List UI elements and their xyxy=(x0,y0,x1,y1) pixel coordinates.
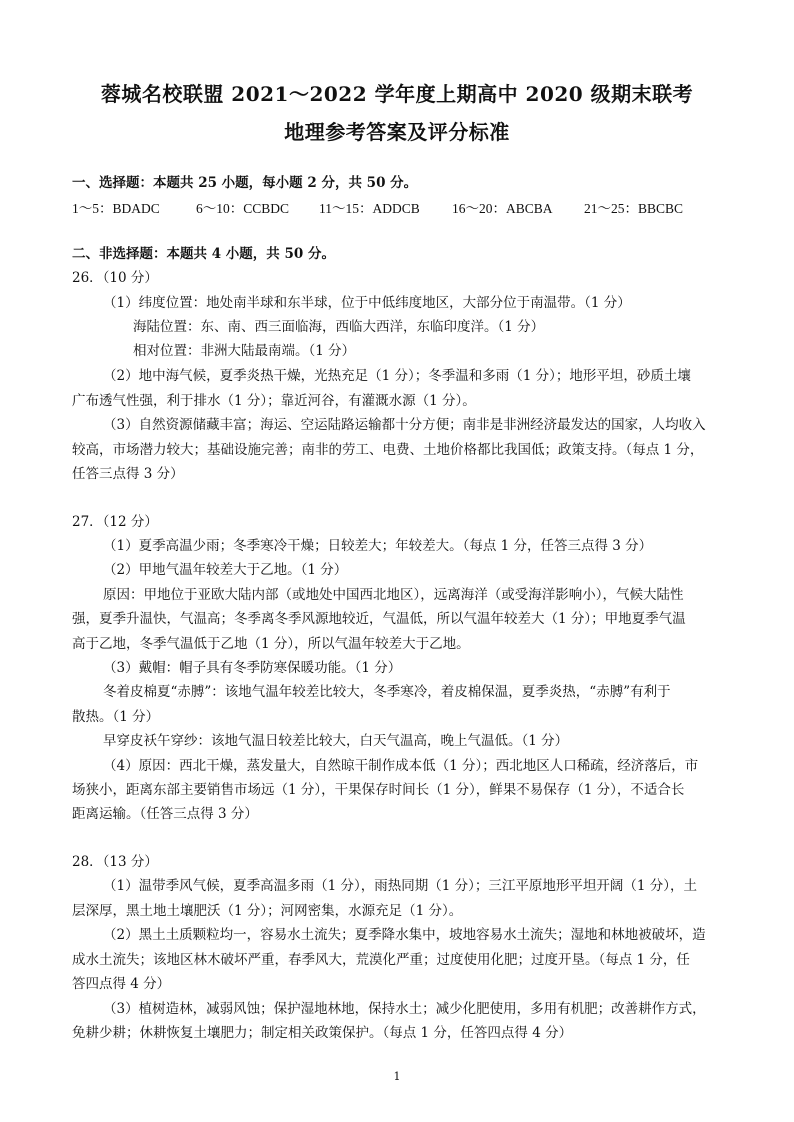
q26-line: （3）自然资源储藏丰富；海运、空运陆路运输都十分方便；南非是非洲经济最发达的国家，人均收入 xyxy=(103,417,706,433)
q27-line: 强，夏季升温快，气温高；冬季离冬季风源地较近，气温低，所以气温年较差大（1 分）；甲地夏季气温 xyxy=(72,611,686,627)
q27-line: 散热。（1 分） xyxy=(72,709,160,725)
q28-line: （3）植树造林，减弱风蚀；保护湿地林地，保持水土；减少化肥使用，多用有机肥；改善耕作方式， xyxy=(103,1001,706,1017)
choice-answer-group: 21～25：BBCBC xyxy=(584,201,684,216)
q26-line: 相对位置：非洲大陆最南端。（1 分） xyxy=(133,343,356,359)
q27-line: （2）甲地气温年较差大于乙地。（1 分） xyxy=(103,562,348,578)
section-2-heading: 二、非选择题：本题共 4 小题，共 50 分。 xyxy=(72,246,335,262)
choice-answer-group: 1～5：BDADC xyxy=(72,201,160,216)
page-number: 1 xyxy=(393,1070,401,1083)
exam-subtitle: 地理参考答案及评分标准 xyxy=(284,120,510,144)
exam-title: 蓉城名校联盟 2021～2022 学年度上期高中 2020 级期末联考 xyxy=(100,82,694,106)
q26-line: 海陆位置：东、南、西三面临海，西临大西洋，东临印度洋。（1 分） xyxy=(133,319,545,335)
choice-answers-row xyxy=(72,196,732,221)
q26-line: 任答三点得 3 分） xyxy=(72,466,184,482)
q27-line: 场狭小，距离东部主要销售市场远（1 分），干果保存时间长（1 分），鲜果不易保存（1 分），不适合长 xyxy=(72,782,685,798)
q27-line: （1）夏季高温少雨；冬季寒冷干燥；日较差大；年较差大。（每点 1 分，任答三点得 3 分） xyxy=(103,538,653,554)
q26-line: 广布透气性强，利于排水（1 分）；靠近河谷，有灌溉水源（1 分）。 xyxy=(72,393,476,409)
q28-heading: 28．（13 分） xyxy=(72,854,158,870)
q28-line: 成水土流失；该地区林木破坏严重，春季风大，荒漠化严重；过度使用化肥；过度开垦。（每点 1 分，任 xyxy=(72,952,690,968)
q27-line: （3）戴帽：帽子具有冬季防寒保暖功能。（1 分） xyxy=(103,660,402,676)
q27-heading: 27．（12 分） xyxy=(72,514,158,530)
q28-line: 免耕少耕；休耕恢复土壤肥力；制定相关政策保护。（每点 1 分，任答四点得 4 分） xyxy=(72,1025,573,1041)
q27-line: 早穿皮袄午穿纱：该地气温日较差比较大，白天气温高，晚上气温低。（1 分） xyxy=(103,733,569,749)
choice-answer-group: 6～10：CCBDC xyxy=(196,201,290,216)
q28-line: 层深厚，黑土地土壤肥沃（1 分）；河网密集，水源充足（1 分）。 xyxy=(72,903,463,919)
choice-answer-group: 11～15：ADDCB xyxy=(319,201,420,216)
q26-line: （2）地中海气候，夏季炎热干燥，光热充足（1 分）；冬季温和多雨（1 分）；地形平坦，砂质土壤 xyxy=(103,368,691,384)
q28-line: 答四点得 4 分） xyxy=(72,976,171,992)
q27-line: 距离运输。（任答三点得 3 分） xyxy=(72,806,258,822)
q26-line: 较高，市场潜力较大；基础设施完善；南非的劳工、电费、土地价格都比我国低；政策支持。（每点 1 分， xyxy=(72,442,704,458)
q26-heading: 26．（10 分） xyxy=(72,270,158,286)
q27-line: 原因：甲地位于亚欧大陆内部（或地处中国西北地区），远离海洋（或受海洋影响小），气候大陆性 xyxy=(103,587,684,603)
q27-line: 高于乙地，冬季气温低于乙地（1 分），所以气温年较差大于乙地。 xyxy=(72,636,470,652)
q26-line: （1）纬度位置：地处南半球和东半球，位于中低纬度地区，大部分位于南温带。（1 分） xyxy=(103,295,631,311)
q27-line: 冬着皮棉夏“赤膊”：该地气温年较差比较大，冬季寒冷，着皮棉保温，夏季炎热，“赤膊”有利于 xyxy=(103,684,671,700)
q27-line: （4）原因：西北干燥，蒸发量大，自然晾干制作成本低（1 分）；西北地区人口稀疏，经济落后，市 xyxy=(103,758,699,774)
q28-line: （2）黑土土质颗粒均一，容易水土流失；夏季降水集中，坡地容易水土流失；湿地和林地被破坏，造 xyxy=(103,927,706,943)
choice-answer-group: 16～20：ABCBA xyxy=(452,201,553,216)
section-1-heading: 一、选择题：本题共 25 小题，每小题 2 分，共 50 分。 xyxy=(72,175,418,191)
q28-line: （1）温带季风气候，夏季高温多雨（1 分），雨热同期（1 分）；三江平原地形平坦开阔（1 分），土 xyxy=(103,878,697,894)
